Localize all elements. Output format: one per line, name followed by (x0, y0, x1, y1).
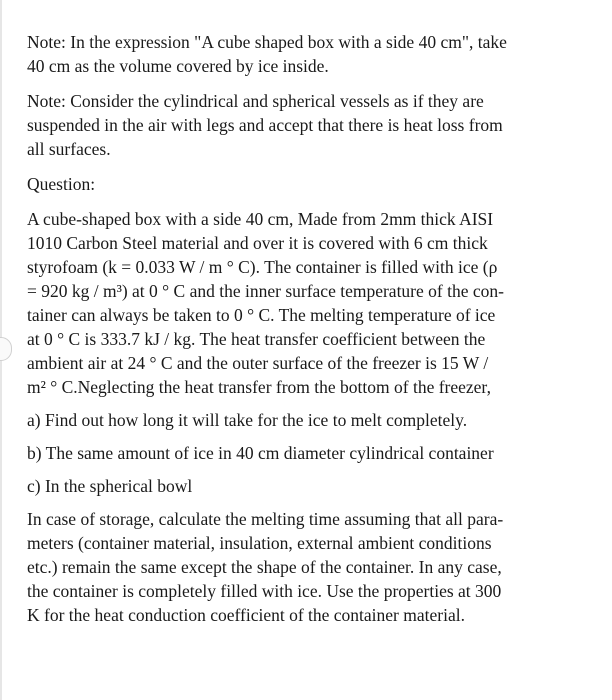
part-b: b) The same amount of ice in 40 cm diameter cylindrical container (27, 443, 494, 463)
question-heading: Question: (27, 174, 96, 194)
side-scroll-handle[interactable] (0, 337, 12, 361)
part-c: c) In the spherical bowl (27, 476, 193, 496)
question-text-block (27, 30, 580, 627)
question-body: A cube-shaped box with a side 40 cm, Made from 2mm thick AISI 1010 Carbon Steel material and over it is covered with 6 cm thick styrofoam (k = 0.033 W / m ° C). The container is filled with ice (ρ = 920 kg / m³) at 0 ° C and the inner surface temperature of the con- tainer can always be taken to 0 ° C. The melting temperature of ice at 0 ° C is 333.7 kJ / kg. The heat transfer coefficient between the ambient air at 24 ° C and the outer surface of the freezer is 15 W / m² ° C.Neglecting the heat transfer from the bottom of the freezer, (27, 209, 504, 397)
storage-instructions: In case of storage, calculate the melting time assuming that all para- meters (container material, insulation, external ambient conditions etc.) remain the same except the shape of the container. In any case, the container is completely filled with ice. Use the properties at 300 K for the heat conduction coefficient of the container material. (27, 509, 504, 625)
note-vessels-suspended: Note: Consider the cylindrical and spherical vessels as if they are suspended in the air with legs and accept that there is heat loss from all surfaces. (27, 91, 503, 159)
part-a: a) Find out how long it will take for the ice to melt completely. (27, 410, 468, 430)
note-cube-volume: Note: In the expression "A cube shaped box with a side 40 cm", take 40 cm as the volume covered by ice inside. (27, 32, 507, 76)
